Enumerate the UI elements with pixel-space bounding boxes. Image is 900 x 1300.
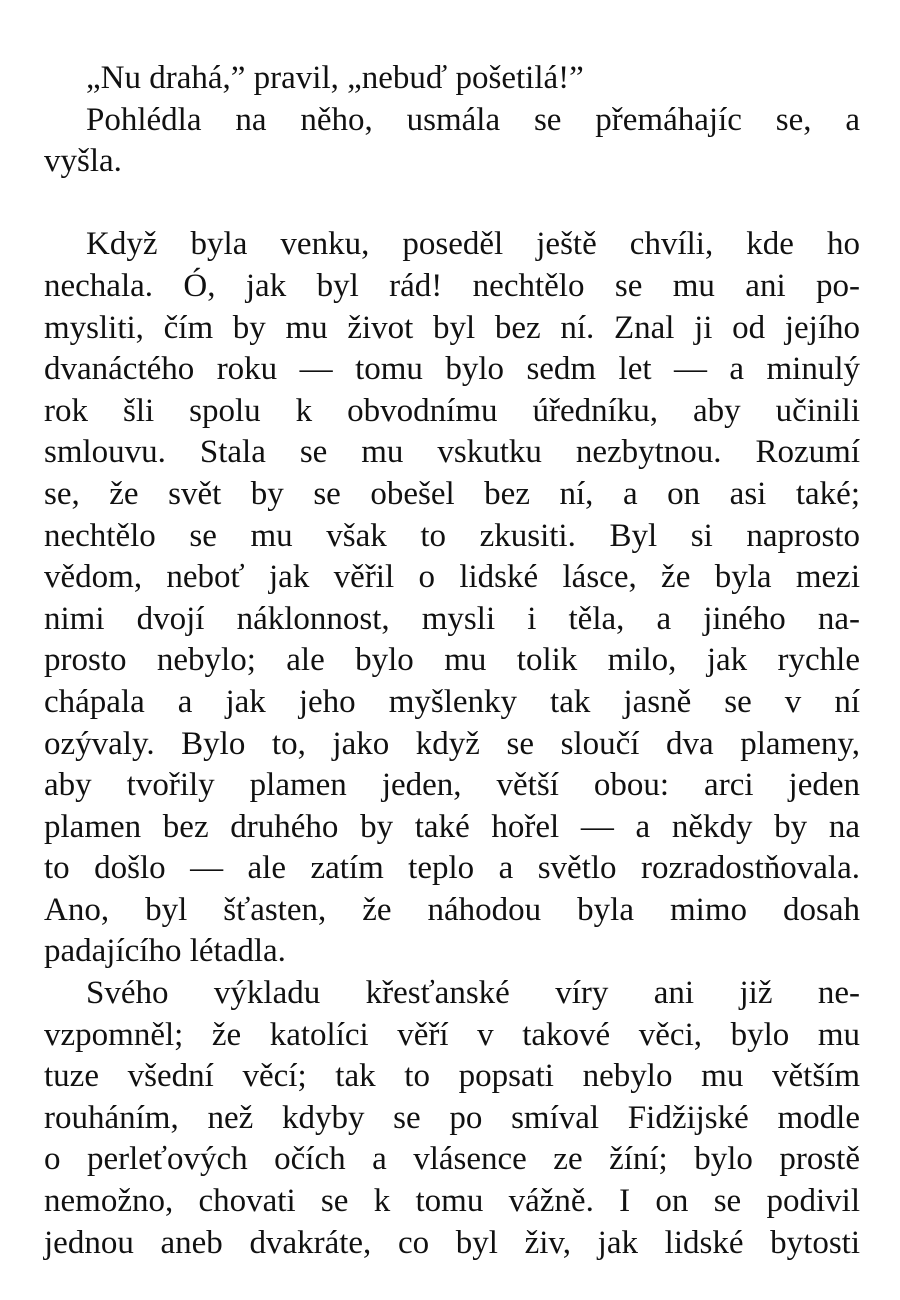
paragraph-1 (44, 58, 860, 100)
paragraph-2 (44, 100, 860, 183)
page-text (44, 58, 860, 1264)
text-line: nimi dvojí náklonnost, mysli i těla, a jiného na- (44, 600, 860, 637)
paragraph-3 (44, 224, 860, 973)
text-line: Pohlédla na něho, usmála se přemáhajíc se, a (86, 101, 860, 138)
text-line: aby tvořily plamen jeden, větší obou: arci jeden (44, 767, 860, 804)
text-line: nemožno, chovati se k tomu vážně. I on se podivil (44, 1183, 860, 1220)
text-line: jednou aneb dvakráte, co byl živ, jak lidské bytosti (44, 1224, 860, 1261)
text-line: vyšla. (44, 143, 122, 180)
text-line: vzpomněl; že katolíci věří v takové věci, bylo mu (44, 1016, 860, 1053)
text-line: se, že svět by se obešel bez ní, a on asi také; (44, 475, 860, 512)
text-line: rouháním, než kdyby se po smíval Fidžijské modle (44, 1099, 860, 1136)
text-line: o perleťových očích a vlásence ze žíní; bylo prostě (44, 1141, 860, 1178)
text-line: „Nu drahá,” pravil, „nebuď pošetilá!” (86, 60, 584, 96)
text-line: padajícího létadla. (44, 933, 286, 970)
text-line: prosto nebylo; ale bylo mu tolik milo, jak rychle (44, 642, 860, 679)
paragraph-gap (44, 183, 860, 225)
text-line: smlouvu. Stala se mu vskutku nezbytnou. Rozumí (44, 434, 860, 471)
text-line: vědom, neboť jak věřil o lidské lásce, že byla mezi (44, 559, 860, 596)
text-line: chápala a jak jeho myšlenky tak jasně se v ní (44, 683, 860, 720)
text-line: to došlo — ale zatím teplo a světlo rozradostňovala. (44, 850, 860, 887)
text-line: rok šli spolu k obvodnímu úředníku, aby učinili (44, 392, 860, 429)
text-line: Když byla venku, poseděl ještě chvíli, kde ho (86, 226, 860, 263)
paragraph-4 (44, 973, 860, 1264)
text-line: nechtělo se mu však to zkusiti. Byl si naprosto (44, 517, 860, 554)
text-line: plamen bez druhého by také hořel — a někdy by na (44, 808, 860, 845)
text-line: dvanáctého roku — tomu bylo sedm let — a minulý (44, 351, 860, 388)
text-line: Svého výkladu křesťanské víry ani již ne- (86, 975, 860, 1012)
text-line: nechala. Ó, jak byl rád! nechtělo se mu ani po- (44, 267, 860, 304)
text-line: mysliti, čím by mu život byl bez ní. Znal ji od jejího (44, 309, 860, 346)
text-line: Ano, byl šťasten, že náhodou byla mimo dosah (44, 891, 860, 928)
text-line: ozývaly. Bylo to, jako když se sloučí dva plameny, (44, 725, 860, 762)
text-line: tuze všední věcí; tak to popsati nebylo mu větším (44, 1058, 860, 1095)
